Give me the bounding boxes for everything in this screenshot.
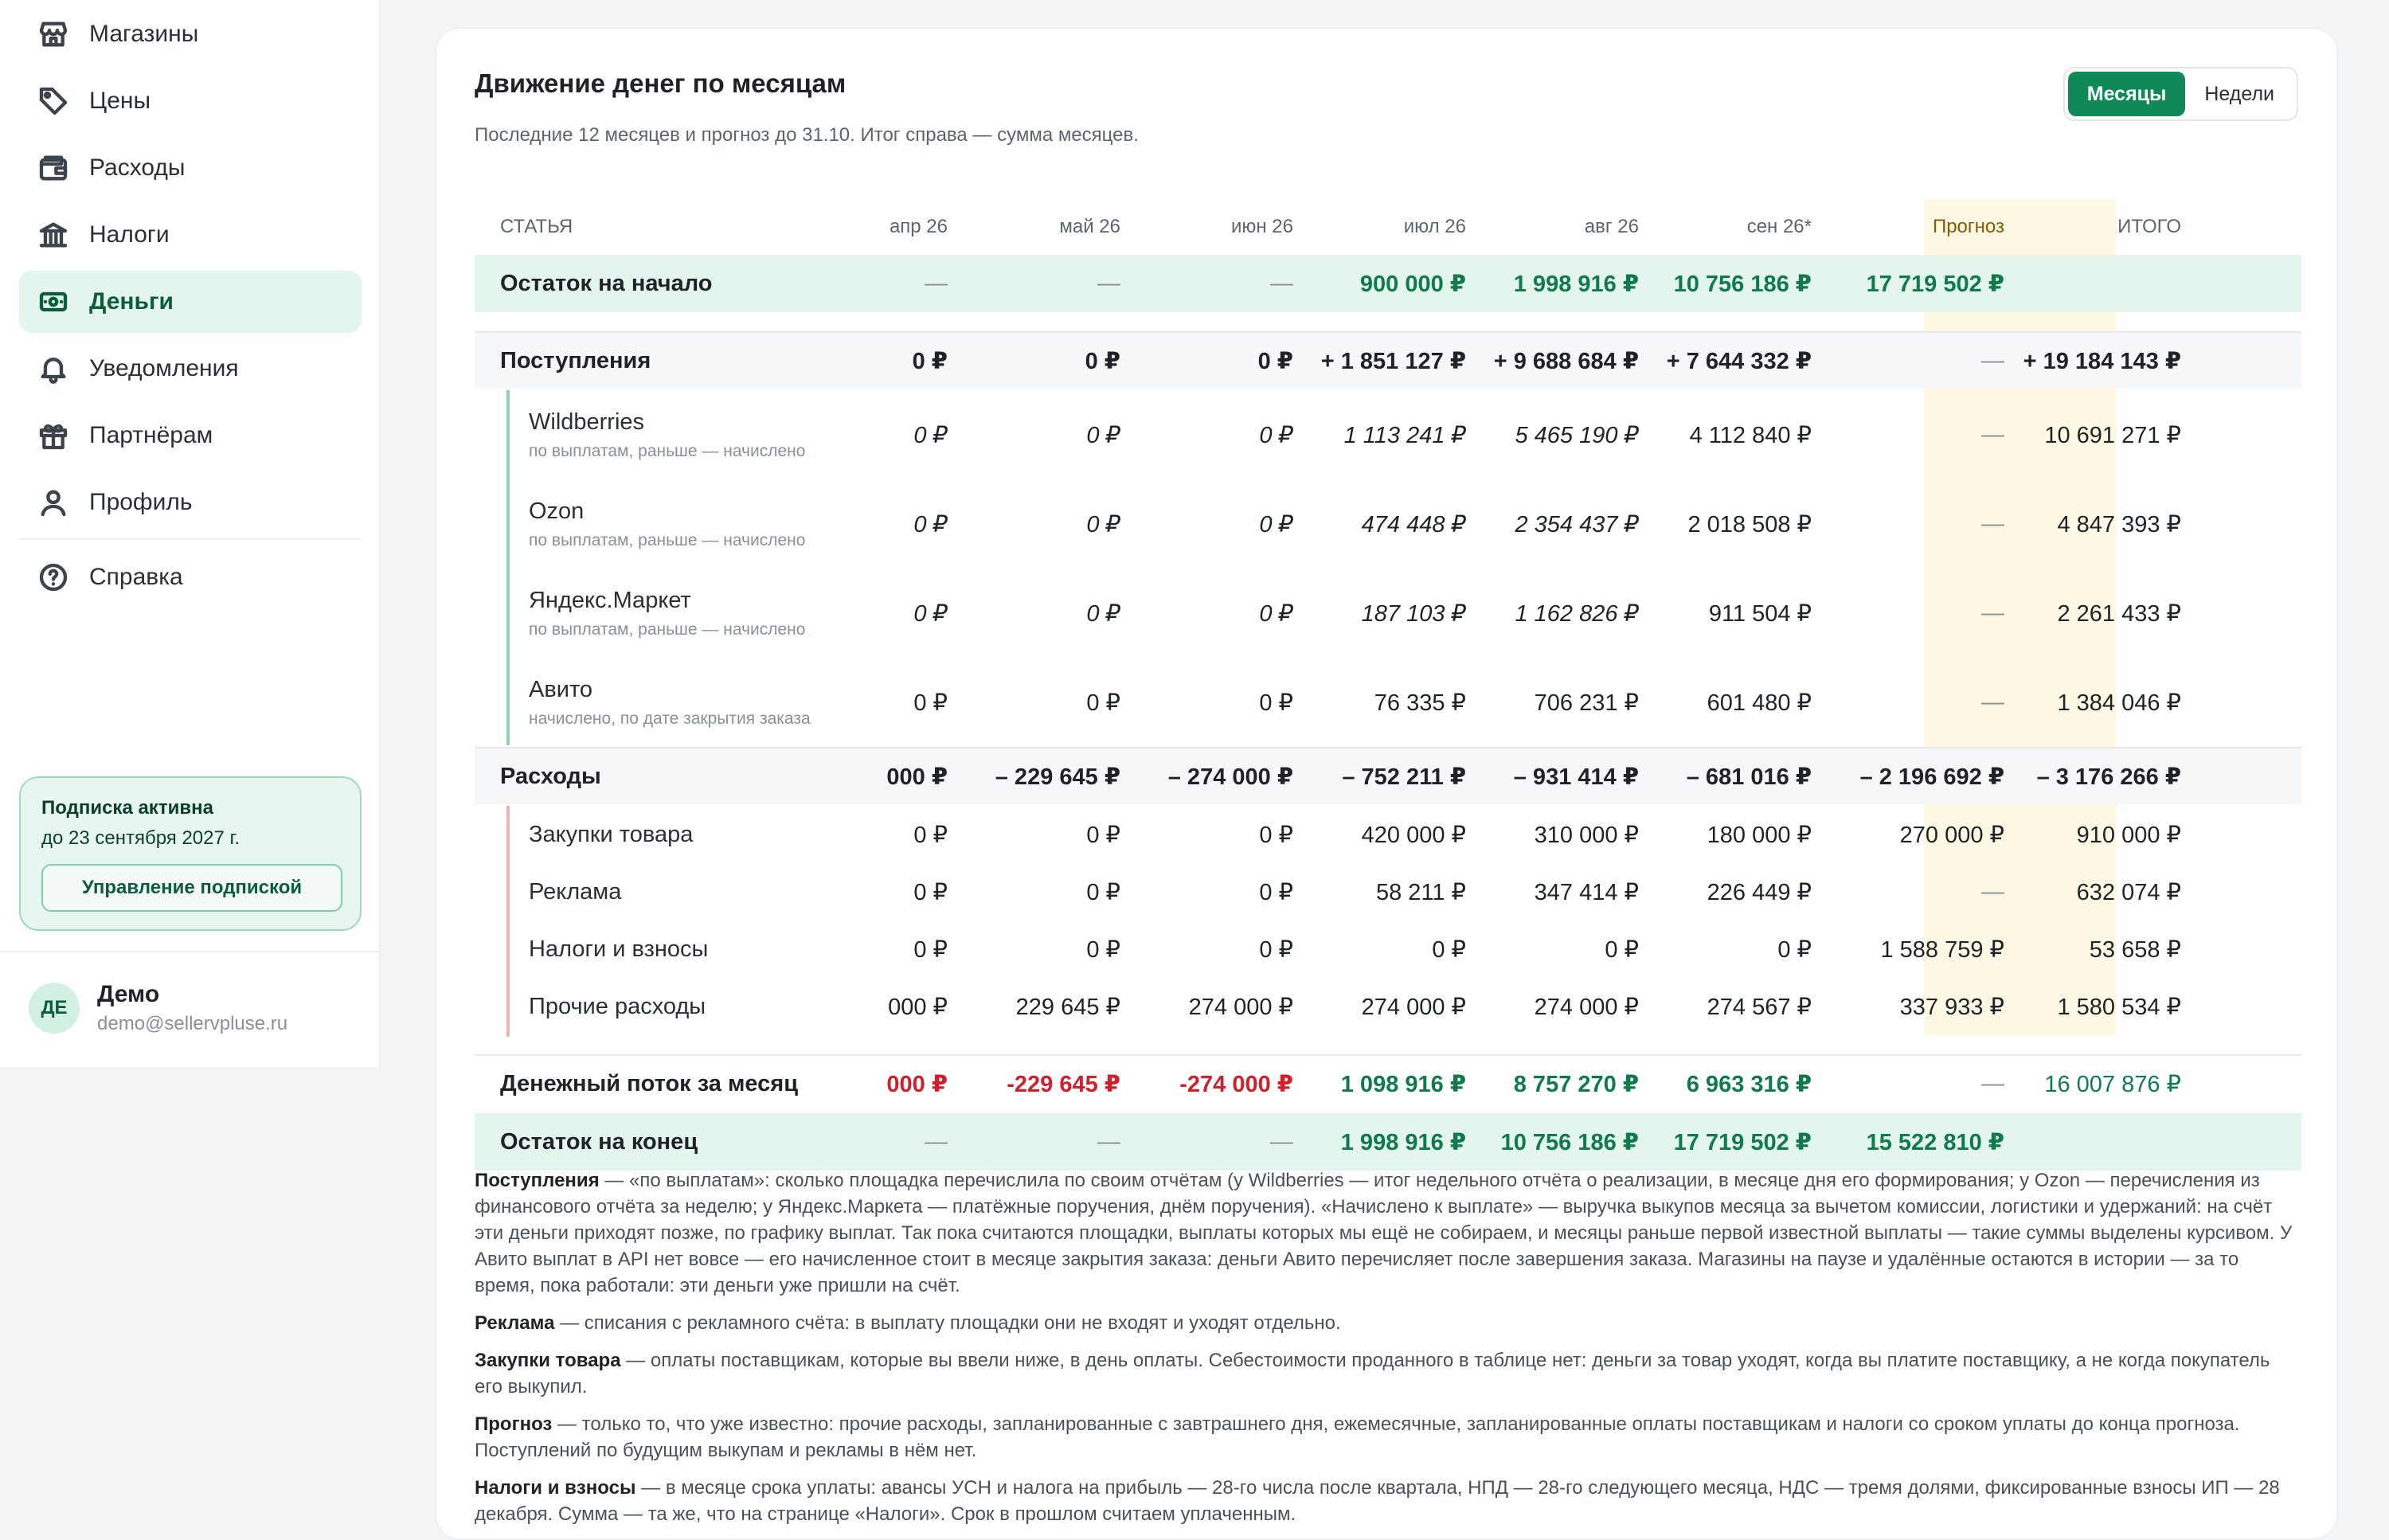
income-sub-row xyxy=(475,479,2301,569)
bank-icon xyxy=(37,218,70,252)
table-cell: 347 414 ₽ xyxy=(1534,879,1639,905)
table-cell: 632 074 ₽ xyxy=(2076,879,2181,905)
income-row xyxy=(475,331,2301,389)
table-cell: -229 645 ₽ xyxy=(1007,1071,1120,1097)
user-divider xyxy=(0,951,381,952)
note-paragraph xyxy=(475,1167,2301,1299)
sidebar-item-label: Налоги xyxy=(89,221,170,248)
table-cell: 2 018 508 ₽ xyxy=(1687,511,1812,537)
table-cell: 270 000 ₽ xyxy=(1899,822,2004,848)
page-subtitle: Последние 12 месяцев и прогноз до 31.10. Итог справа — сумма месяцев. xyxy=(475,124,1139,146)
table-cell: 0 ₽ xyxy=(913,690,948,716)
table-cell: 0 ₽ xyxy=(1432,936,1466,963)
table-cell: — xyxy=(1981,510,2004,537)
table-cell: – 229 645 ₽ xyxy=(995,764,1120,790)
table-cell: 1 113 241 ₽ xyxy=(1343,422,1466,448)
sidebar-item-help[interactable] xyxy=(19,546,362,608)
column-header: июн 26 xyxy=(1230,216,1293,237)
row-label: Закупки товара xyxy=(529,821,694,847)
table-cell: 1 998 916 ₽ xyxy=(1340,1129,1466,1155)
table-cell: 4 847 393 ₽ xyxy=(2057,511,2181,537)
table-cell: 76 335 ₽ xyxy=(1374,690,1466,716)
sidebar-item-taxes[interactable] xyxy=(19,204,362,266)
table-cell: 0 ₽ xyxy=(1086,936,1120,963)
explanation-notes xyxy=(475,1167,2301,1538)
table-cell: — xyxy=(925,1128,948,1155)
cashflow-row xyxy=(475,1054,2301,1112)
note-text: — в месяце срока уплаты: авансы УСН и налога на прибыль — 28-го числа после квартала, НПД — 28-го следующего месяца, НДС — тремя долями, фиксированные взносы ИП — 28 декабря. Сумма — та же, что на странице «Налоги». Срок в прошлом считаем уплаченным. xyxy=(475,1477,2280,1525)
table-cell: 474 448 ₽ xyxy=(1361,511,1466,537)
table-cell: 1 580 534 ₽ xyxy=(2057,994,2181,1020)
closing-balance-row xyxy=(475,1113,2301,1171)
table-cell: 1 098 916 ₽ xyxy=(1340,1071,1466,1097)
table-cell: 1 998 916 ₽ xyxy=(1513,271,1639,297)
column-header: сен 26* xyxy=(1746,216,1812,237)
table-cell: 8 757 270 ₽ xyxy=(1513,1071,1639,1097)
user-email: demo@sellervpluse.ru xyxy=(97,1013,288,1034)
table-cell: 0 ₽ xyxy=(1085,348,1120,374)
opening-balance-row xyxy=(475,255,2301,312)
cashflow-card xyxy=(435,27,2338,1540)
note-term: Закупки товара xyxy=(475,1350,621,1371)
sidebar-item-label: Профиль xyxy=(89,489,193,515)
table-cell: – 681 016 ₽ xyxy=(1686,764,1812,790)
table-cell: 0 ₽ xyxy=(913,511,948,537)
table-cell: — xyxy=(1270,1128,1293,1155)
table-cell: 10 691 271 ₽ xyxy=(2044,422,2181,448)
table-cell: 706 231 ₽ xyxy=(1534,690,1639,716)
table-cell: 1 162 826 ₽ xyxy=(1515,600,1639,627)
wallet-icon xyxy=(37,151,70,185)
help-icon xyxy=(37,561,70,594)
sidebar-item-money[interactable] xyxy=(19,271,362,333)
expense-sub-row xyxy=(475,806,2301,863)
table-cell: 274 000 ₽ xyxy=(1361,994,1466,1020)
table-cell: 17 719 502 ₽ xyxy=(1673,1129,1812,1155)
sidebar-item-label: Магазины xyxy=(89,21,199,47)
row-label: Прочие расходы xyxy=(529,993,706,1019)
table-cell: 16 007 876 ₽ xyxy=(2044,1071,2181,1097)
row-label: Остаток на начало xyxy=(500,270,713,296)
sidebar-item-label: Партнёрам xyxy=(89,422,213,448)
income-sub-row xyxy=(475,390,2301,479)
table-cell: 0 ₽ xyxy=(913,879,948,905)
sidebar-item-notifications[interactable] xyxy=(19,338,362,400)
table-cell: 000 ₽ xyxy=(888,994,948,1020)
table-cell: — xyxy=(1097,1128,1120,1155)
table-cell: 1 588 759 ₽ xyxy=(1880,936,2004,963)
sidebar-item-label: Справка xyxy=(89,564,183,590)
table-cell: 900 000 ₽ xyxy=(1359,271,1466,297)
row-label: Остаток на конец xyxy=(500,1128,698,1155)
note-paragraph xyxy=(475,1475,2301,1527)
user-name: Демо xyxy=(97,981,160,1007)
table-cell: 0 ₽ xyxy=(1259,600,1293,627)
note-text: — только то, что уже известно: прочие расходы, запланированные с завтрашнего дня, ежемесячные, запланированные оплаты поставщикам и налоги со сроком уплаты до конца прогноза. Поступлений по будущим выкупам и рекламы в нём нет. xyxy=(475,1413,2240,1461)
note-paragraph xyxy=(475,1347,2301,1400)
table-cell: – 274 000 ₽ xyxy=(1167,764,1293,790)
table-cell: 0 ₽ xyxy=(1257,348,1293,374)
row-note: по выплатам, раньше — начислено xyxy=(529,620,806,639)
sidebar-item-label: Уведомления xyxy=(89,355,239,381)
table-cell: — xyxy=(1981,1070,2004,1096)
table-cell: — xyxy=(1981,600,2004,626)
manage-subscription-button[interactable]: Управление подпиской xyxy=(41,864,342,912)
table-cell: 000 ₽ xyxy=(886,1071,948,1097)
weeks-toggle-button[interactable]: Недели xyxy=(2204,82,2274,105)
note-term: Реклама xyxy=(475,1312,555,1334)
subscription-card xyxy=(19,776,362,931)
row-label: Wildberries xyxy=(529,408,645,435)
row-label: Авито xyxy=(529,676,593,702)
table-cell: — xyxy=(1097,270,1120,296)
table-cell: 0 ₽ xyxy=(1259,422,1293,448)
table-cell: 229 645 ₽ xyxy=(1015,994,1120,1020)
expense-sub-row xyxy=(475,978,2301,1035)
table-cell: 15 522 810 ₽ xyxy=(1866,1129,2004,1155)
note-term: Прогноз xyxy=(475,1413,553,1435)
subscription-date: до 23 сентября 2027 г. xyxy=(41,827,240,849)
sidebar-item-stores[interactable] xyxy=(19,3,362,65)
table-cell: 0 ₽ xyxy=(1086,879,1120,905)
note-paragraph xyxy=(475,1411,2301,1464)
table-cell: -274 000 ₽ xyxy=(1179,1071,1293,1097)
table-cell: + 7 644 332 ₽ xyxy=(1666,348,1812,374)
sidebar-item-partners[interactable] xyxy=(19,405,362,467)
table-cell: 2 261 433 ₽ xyxy=(2057,600,2181,627)
table-cell: + 9 688 684 ₽ xyxy=(1493,348,1639,374)
row-label: Расходы xyxy=(500,763,601,789)
note-paragraph xyxy=(475,1310,2301,1336)
table-cell: 6 963 316 ₽ xyxy=(1686,1071,1812,1097)
column-header: СТАТЬЯ xyxy=(500,216,573,237)
column-header: апр 26 xyxy=(889,216,948,237)
sidebar xyxy=(0,0,381,1067)
table-cell: 0 ₽ xyxy=(1259,822,1293,848)
table-cell: 0 ₽ xyxy=(1086,822,1120,848)
table-cell: 0 ₽ xyxy=(913,936,948,963)
table-cell: — xyxy=(925,270,948,296)
sidebar-item-prices[interactable] xyxy=(19,70,362,132)
table-cell: 0 ₽ xyxy=(1086,600,1120,627)
table-cell: + 19 184 143 ₽ xyxy=(2023,348,2181,374)
table-cell: 0 ₽ xyxy=(913,822,948,848)
note-text: — списания с рекламного счёта: в выплату площадки они не входят и уходят отдельно. xyxy=(554,1312,1341,1334)
column-header: май 26 xyxy=(1059,216,1120,237)
table-cell: 0 ₽ xyxy=(913,422,948,448)
table-cell: 0 ₽ xyxy=(1259,936,1293,963)
sidebar-item-label: Расходы xyxy=(89,154,186,181)
table-cell: — xyxy=(1981,421,2004,448)
note-text: — оплаты поставщикам, которые вы ввели ниже, в день оплаты. Себестоимости проданного в таблице нет: деньги за товар уходят, когда вы платите поставщику, а не когда покупатель его выкупил. xyxy=(475,1350,2270,1397)
table-cell: 0 ₽ xyxy=(913,600,948,627)
table-cell: + 1 851 127 ₽ xyxy=(1320,348,1466,374)
expense-sub-row xyxy=(475,920,2301,978)
table-cell: 274 000 ₽ xyxy=(1188,994,1293,1020)
cash-icon xyxy=(37,285,70,319)
table-cell: 10 756 186 ₽ xyxy=(1500,1129,1639,1155)
table-cell: 2 354 437 ₽ xyxy=(1515,511,1639,537)
store-icon xyxy=(37,18,70,51)
column-header: ИТОГО xyxy=(2117,216,2181,237)
row-label: Поступления xyxy=(500,347,651,373)
table-cell: 53 658 ₽ xyxy=(2089,936,2181,963)
row-label: Налоги и взносы xyxy=(529,936,709,962)
table-cell: 0 ₽ xyxy=(1086,690,1120,716)
months-toggle-button[interactable]: Месяцы xyxy=(2068,72,2186,116)
nav-divider xyxy=(19,538,362,540)
table-cell: – 752 211 ₽ xyxy=(1342,764,1466,790)
table-cell: 17 719 502 ₽ xyxy=(1866,271,2004,297)
table-cell: – 3 176 266 ₽ xyxy=(2036,764,2181,790)
table-cell: 337 933 ₽ xyxy=(1899,994,2004,1020)
note-text: — «по выплатам»: сколько площадка перечислила по своим отчётам (у Wildberries — итог недельного отчёта о реализации, в месяце дня его формирования; у Ozon — перечисления из финансового отчёта за неделю; у Яндекс.Маркета — платёжные поручения, днём поручения). «Начислено к выплате» — выручка выкупов месяца за вычетом комиссии, логистики и удержаний: на счёт эти деньги приходят позже, по графику выплат. Так пока считаются площадки, выплаты которых мы ещё не собираем, и месяцы раньше первой известной выплаты — такие суммы выделены курсивом. У Авито выплат в API нет вовсе — его начисленное стоит в месяце закрытия заказа: деньги Авито перечисляет после завершения заказа. Магазины на паузе и удалённые остаются в истории — за то время, пока работали: эти деньги уже пришли на счёт. xyxy=(475,1170,2293,1296)
avatar: ДЕ xyxy=(29,983,80,1034)
table-cell: 0 ₽ xyxy=(1086,511,1120,537)
table-cell: 187 103 ₽ xyxy=(1361,600,1466,627)
table-cell: 274 567 ₽ xyxy=(1707,994,1812,1020)
table-cell: 58 211 ₽ xyxy=(1375,879,1466,905)
row-label: Реклама xyxy=(529,878,622,905)
page-title: Движение денег по месяцам xyxy=(475,68,847,98)
sidebar-item-label: Деньги xyxy=(89,288,174,315)
table-cell: 420 000 ₽ xyxy=(1361,822,1466,848)
sidebar-item-profile[interactable] xyxy=(19,471,362,534)
table-cell: 5 465 190 ₽ xyxy=(1515,422,1639,448)
table-cell: 310 000 ₽ xyxy=(1534,822,1639,848)
expenses-row xyxy=(475,747,2301,804)
table-cell: 180 000 ₽ xyxy=(1707,822,1812,848)
column-header: Прогноз xyxy=(1932,216,2004,237)
income-sub-row xyxy=(475,658,2301,747)
subscription-title: Подписка активна xyxy=(41,797,213,819)
user-profile[interactable] xyxy=(29,981,287,1035)
row-label: Яндекс.Маркет xyxy=(529,587,691,613)
table-cell: 000 ₽ xyxy=(886,764,948,790)
table-cell: 274 000 ₽ xyxy=(1534,994,1639,1020)
table-cell: 0 ₽ xyxy=(1777,936,1812,963)
table-cell: 0 ₽ xyxy=(912,348,948,374)
sidebar-item-label: Цены xyxy=(89,88,151,114)
table-cell: 0 ₽ xyxy=(1259,879,1293,905)
row-note: по выплатам, раньше — начислено xyxy=(529,530,806,549)
table-cell: 226 449 ₽ xyxy=(1707,879,1812,905)
column-header: авг 26 xyxy=(1584,216,1639,237)
expense-sub-row xyxy=(475,863,2301,920)
gift-icon xyxy=(37,419,70,452)
table-cell: — xyxy=(1981,347,2004,373)
table-cell: – 2 196 692 ₽ xyxy=(1859,764,2004,790)
table-cell: 1 384 046 ₽ xyxy=(2057,690,2181,716)
table-cell: 911 504 ₽ xyxy=(1708,600,1812,627)
bell-icon xyxy=(37,352,70,385)
table-cell: – 931 414 ₽ xyxy=(1513,764,1639,790)
tag-icon xyxy=(37,84,70,118)
table-header xyxy=(475,199,2301,255)
table-cell: 0 ₽ xyxy=(1259,511,1293,537)
table-cell: — xyxy=(1981,878,2004,905)
table-cell: 0 ₽ xyxy=(1605,936,1639,963)
column-header: июл 26 xyxy=(1403,216,1466,237)
note-term: Поступления xyxy=(475,1170,600,1191)
table-cell: 0 ₽ xyxy=(1259,690,1293,716)
income-sub-row xyxy=(475,569,2301,658)
table-cell: 0 ₽ xyxy=(1086,422,1120,448)
row-note: по выплатам, раньше — начислено xyxy=(529,441,806,460)
note-term: Налоги и взносы xyxy=(475,1477,636,1499)
row-label: Денежный поток за месяц xyxy=(500,1070,799,1096)
row-label: Ozon xyxy=(529,498,585,524)
period-toggle xyxy=(2063,67,2298,121)
table-cell: 4 112 840 ₽ xyxy=(1689,422,1812,448)
user-icon xyxy=(37,486,70,519)
row-note: начислено, по дате закрытия заказа xyxy=(529,709,811,728)
table-cell: 10 756 186 ₽ xyxy=(1673,271,1812,297)
table-cell: — xyxy=(1270,270,1293,296)
table-cell: 601 480 ₽ xyxy=(1707,690,1812,716)
table-cell: 910 000 ₽ xyxy=(2076,822,2181,848)
table-cell: — xyxy=(1981,689,2004,715)
sidebar-item-expenses[interactable] xyxy=(19,137,362,199)
